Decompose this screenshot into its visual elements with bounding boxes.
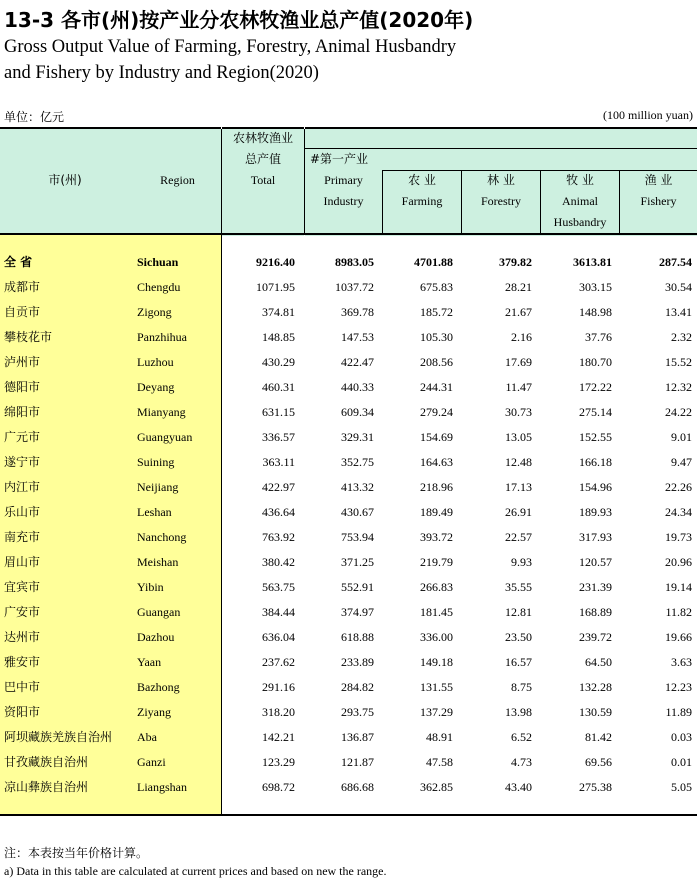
cell-total: 384.44 — [262, 605, 295, 619]
cell-farming: 279.24 — [420, 405, 453, 419]
table-bottom-rule — [0, 814, 697, 816]
cell-primary: 329.31 — [341, 430, 374, 444]
row-region-en: Aba — [137, 730, 157, 744]
cell-total: 460.31 — [262, 380, 295, 394]
cell-farming: 105.30 — [420, 330, 453, 344]
cell-fishery: 20.96 — [665, 555, 692, 569]
cell-animal: 132.28 — [579, 680, 612, 694]
cell-fishery: 22.26 — [665, 480, 692, 494]
row-city-cn: 全 省 — [4, 255, 33, 269]
cell-animal: 37.76 — [585, 330, 612, 344]
row-region-en: Dazhou — [137, 630, 175, 644]
cell-farming: 336.00 — [420, 630, 453, 644]
cell-total: 148.85 — [262, 330, 295, 344]
cell-animal: 148.98 — [579, 305, 612, 319]
cell-farming: 185.72 — [420, 305, 453, 319]
header-primary-group-cn: #第一产业 — [310, 152, 369, 166]
cell-fishery: 12.32 — [665, 380, 692, 394]
cell-fishery: 19.66 — [665, 630, 692, 644]
header-primary-en-1: Primary — [324, 173, 363, 187]
cell-farming: 266.83 — [420, 580, 453, 594]
table-row — [0, 775, 697, 800]
cell-farming: 137.29 — [420, 705, 453, 719]
cell-forestry: 28.21 — [505, 280, 532, 294]
cell-total: 698.72 — [262, 780, 295, 794]
cell-farming: 244.31 — [420, 380, 453, 394]
header-total-cn-1: 农林牧渔业 — [232, 131, 293, 145]
cell-forestry: 35.55 — [505, 580, 532, 594]
row-region-en: Zigong — [137, 305, 172, 319]
cell-fishery: 2.32 — [671, 330, 692, 344]
cell-forestry: 23.50 — [505, 630, 532, 644]
table-row — [0, 425, 697, 450]
row-region-en: Mianyang — [137, 405, 186, 419]
cell-forestry: 22.57 — [505, 530, 532, 544]
header-forestry-cn: 林 业 — [487, 173, 515, 187]
row-city-cn: 成都市 — [4, 280, 41, 294]
cell-animal: 303.15 — [579, 280, 612, 294]
row-city-cn: 南充市 — [4, 530, 41, 544]
row-city-cn: 绵阳市 — [4, 405, 41, 419]
cell-fishery: 287.54 — [659, 255, 692, 269]
table-row — [0, 750, 697, 775]
cell-forestry: 9.93 — [511, 555, 532, 569]
row-city-cn: 攀枝花市 — [4, 330, 53, 344]
cell-forestry: 6.52 — [511, 730, 532, 744]
cell-farming: 47.58 — [426, 755, 453, 769]
cell-farming: 189.49 — [420, 505, 453, 519]
cell-primary: 284.82 — [341, 680, 374, 694]
footnote-cn: 注：本表按当年价格计算。 — [4, 846, 149, 860]
cell-total: 430.29 — [262, 355, 295, 369]
cell-total: 291.16 — [262, 680, 295, 694]
table-row — [0, 700, 697, 725]
cell-primary: 136.87 — [341, 730, 374, 744]
table-row — [0, 650, 697, 675]
cell-animal: 64.50 — [585, 655, 612, 669]
cell-animal: 275.14 — [579, 405, 612, 419]
cell-total: 563.75 — [262, 580, 295, 594]
header-region: Region — [160, 173, 195, 187]
row-region-en: Panzhihua — [137, 330, 187, 344]
cell-primary: 618.88 — [341, 630, 374, 644]
row-city-cn: 内江市 — [4, 480, 41, 494]
cell-farming: 4701.88 — [414, 255, 453, 269]
table-row — [0, 600, 697, 625]
cell-total: 422.97 — [262, 480, 295, 494]
cell-fishery: 11.82 — [665, 605, 692, 619]
cell-animal: 168.89 — [579, 605, 612, 619]
cell-primary: 413.32 — [341, 480, 374, 494]
row-region-en: Ganzi — [137, 755, 166, 769]
cell-fishery: 19.73 — [665, 530, 692, 544]
cell-total: 237.62 — [262, 655, 295, 669]
row-region-en: Yaan — [137, 655, 162, 669]
cell-fishery: 0.03 — [671, 730, 692, 744]
table-row — [0, 300, 697, 325]
cell-fishery: 24.34 — [665, 505, 692, 519]
cell-forestry: 12.48 — [505, 455, 532, 469]
cell-primary: 147.53 — [341, 330, 374, 344]
cell-primary: 1037.72 — [335, 280, 374, 294]
cell-farming: 362.85 — [420, 780, 453, 794]
cell-fishery: 19.14 — [665, 580, 692, 594]
cell-forestry: 26.91 — [505, 505, 532, 519]
cell-animal: 154.96 — [579, 480, 612, 494]
cell-total: 336.57 — [262, 430, 295, 444]
cell-primary: 753.94 — [341, 530, 374, 544]
row-city-cn: 乐山市 — [4, 505, 41, 519]
cell-forestry: 379.82 — [499, 255, 532, 269]
cell-forestry: 17.13 — [505, 480, 532, 494]
row-city-cn: 达州市 — [4, 630, 41, 644]
table-row — [0, 275, 697, 300]
row-city-cn: 广安市 — [4, 605, 41, 619]
row-region-en: Liangshan — [137, 780, 187, 794]
cell-animal: 81.42 — [585, 730, 612, 744]
cell-animal: 3613.81 — [573, 255, 612, 269]
table-row — [0, 525, 697, 550]
table-row — [0, 450, 697, 475]
row-region-en: Guangan — [137, 605, 181, 619]
row-region-en: Deyang — [137, 380, 175, 394]
cell-primary: 293.75 — [341, 705, 374, 719]
cell-primary: 686.68 — [341, 780, 374, 794]
row-city-cn: 泸州市 — [4, 355, 41, 369]
cell-total: 763.92 — [262, 530, 295, 544]
table-row — [0, 500, 697, 525]
header-farming-en: Farming — [401, 194, 443, 208]
cell-fishery: 11.89 — [665, 705, 692, 719]
header-animal-en-2: Husbandry — [553, 215, 607, 229]
cell-total: 1071.95 — [256, 280, 295, 294]
row-city-cn: 广元市 — [4, 430, 41, 444]
cell-animal: 180.70 — [579, 355, 612, 369]
row-city-cn: 甘孜藏族自治州 — [4, 755, 89, 769]
cell-farming: 219.79 — [420, 555, 453, 569]
cell-forestry: 21.67 — [505, 305, 532, 319]
cell-fishery: 30.54 — [665, 280, 692, 294]
cell-total: 9216.40 — [256, 255, 295, 269]
cell-forestry: 2.16 — [511, 330, 532, 344]
cell-animal: 130.59 — [579, 705, 612, 719]
cell-forestry: 8.75 — [511, 680, 532, 694]
row-region-en: Suining — [137, 455, 175, 469]
cell-farming: 164.63 — [420, 455, 453, 469]
cell-farming: 393.72 — [420, 530, 453, 544]
row-region-en: Ziyang — [137, 705, 171, 719]
cell-farming: 675.83 — [420, 280, 453, 294]
cell-total: 142.21 — [262, 730, 295, 744]
cell-primary: 369.78 — [341, 305, 374, 319]
header-total-en: Total — [250, 173, 276, 187]
cell-primary: 233.89 — [341, 655, 374, 669]
cell-primary: 440.33 — [341, 380, 374, 394]
row-city-cn: 眉山市 — [4, 555, 41, 569]
cell-primary: 8983.05 — [335, 255, 374, 269]
header-total-cn-2: 总产值 — [244, 152, 281, 166]
cell-animal: 166.18 — [579, 455, 612, 469]
header-fishery-en: Fishery — [640, 194, 677, 208]
cell-animal: 275.38 — [579, 780, 612, 794]
cell-total: 363.11 — [262, 455, 295, 469]
cell-fishery: 3.63 — [671, 655, 692, 669]
page-title-cn: 13-3 各市(州)按产业分农林牧渔业总产值(2020年) — [4, 8, 474, 32]
cell-primary: 352.75 — [341, 455, 374, 469]
row-region-en: Sichuan — [137, 255, 179, 269]
row-region-en: Meishan — [137, 555, 179, 569]
row-region-en: Bazhong — [137, 680, 180, 694]
header-animal-cn: 牧 业 — [566, 173, 594, 187]
unit-label-cn: 单位：亿元 — [4, 110, 65, 124]
cell-animal: 189.93 — [579, 505, 612, 519]
cell-fishery: 0.01 — [671, 755, 692, 769]
cell-animal: 231.39 — [579, 580, 612, 594]
table-row — [0, 625, 697, 650]
unit-label-en: (100 million yuan) — [603, 108, 693, 122]
cell-animal: 239.72 — [579, 630, 612, 644]
header-city-cn: 市(州) — [48, 173, 82, 187]
table-row — [0, 550, 697, 575]
cell-animal: 317.93 — [579, 530, 612, 544]
cell-forestry: 16.57 — [505, 655, 532, 669]
cell-farming: 181.45 — [420, 605, 453, 619]
table-row — [0, 400, 697, 425]
cell-total: 318.20 — [262, 705, 295, 719]
header-forestry-en: Forestry — [481, 194, 521, 208]
cell-fishery: 24.22 — [665, 405, 692, 419]
cell-primary: 121.87 — [341, 755, 374, 769]
row-region-en: Guangyuan — [137, 430, 193, 444]
cell-fishery: 12.23 — [665, 680, 692, 694]
cell-farming: 48.91 — [426, 730, 453, 744]
cell-fishery: 13.41 — [665, 305, 692, 319]
cell-forestry: 13.98 — [505, 705, 532, 719]
cell-primary: 422.47 — [341, 355, 374, 369]
cell-forestry: 4.73 — [511, 755, 532, 769]
cell-fishery: 9.01 — [671, 430, 692, 444]
cell-primary: 552.91 — [341, 580, 374, 594]
cell-forestry: 13.05 — [505, 430, 532, 444]
row-city-cn: 遂宁市 — [4, 455, 41, 469]
row-city-cn: 阿坝藏族羌族自治州 — [4, 730, 113, 744]
row-region-en: Chengdu — [137, 280, 181, 294]
cell-primary: 374.97 — [341, 605, 374, 619]
cell-animal: 120.57 — [579, 555, 612, 569]
cell-total: 631.15 — [262, 405, 295, 419]
row-city-cn: 德阳市 — [4, 380, 41, 394]
row-city-cn: 凉山彝族自治州 — [4, 780, 89, 794]
cell-primary: 371.25 — [341, 555, 374, 569]
table-row — [0, 475, 697, 500]
cell-animal: 69.56 — [585, 755, 612, 769]
table-row — [0, 675, 697, 700]
row-city-cn: 自贡市 — [4, 305, 41, 319]
cell-farming: 131.55 — [420, 680, 453, 694]
cell-primary: 430.67 — [341, 505, 374, 519]
cell-farming: 218.96 — [420, 480, 453, 494]
cell-forestry: 12.81 — [505, 605, 532, 619]
cell-total: 123.29 — [262, 755, 295, 769]
cell-animal: 172.22 — [579, 380, 612, 394]
cell-total: 636.04 — [262, 630, 295, 644]
row-city-cn: 资阳市 — [4, 705, 41, 719]
row-city-cn: 巴中市 — [4, 680, 41, 694]
cell-forestry: 30.73 — [505, 405, 532, 419]
cell-total: 374.81 — [262, 305, 295, 319]
page-title-en-line1: Gross Output Value of Farming, Forestry, Animal Husbandry — [4, 37, 457, 57]
row-region-en: Leshan — [137, 505, 172, 519]
table-row — [0, 250, 697, 275]
table-row — [0, 725, 697, 750]
row-region-en: Nanchong — [137, 530, 187, 544]
table-row — [0, 350, 697, 375]
row-city-cn: 宜宾市 — [4, 580, 41, 594]
cell-total: 436.64 — [262, 505, 295, 519]
cell-forestry: 43.40 — [505, 780, 532, 794]
cell-forestry: 11.47 — [505, 380, 532, 394]
cell-fishery: 5.05 — [671, 780, 692, 794]
table-row — [0, 325, 697, 350]
table-row — [0, 375, 697, 400]
row-region-en: Yibin — [137, 580, 164, 594]
cell-fishery: 9.47 — [671, 455, 692, 469]
cell-total: 380.42 — [262, 555, 295, 569]
cell-forestry: 17.69 — [505, 355, 532, 369]
footnote-en: a) Data in this table are calculated at current prices and based on new the range. — [4, 864, 387, 878]
row-region-en: Neijiang — [137, 480, 179, 494]
cell-farming: 208.56 — [420, 355, 453, 369]
cell-farming: 149.18 — [420, 655, 453, 669]
header-primary-en-2: Industry — [323, 194, 364, 208]
row-city-cn: 雅安市 — [4, 655, 41, 669]
header-fishery-cn: 渔 业 — [644, 173, 673, 187]
page-title-en-line2: and Fishery by Industry and Region(2020) — [4, 63, 319, 83]
cell-farming: 154.69 — [420, 430, 453, 444]
header-animal-en-1: Animal — [562, 194, 598, 208]
header-farming-cn: 农 业 — [408, 173, 436, 187]
cell-fishery: 15.52 — [665, 355, 692, 369]
row-region-en: Luzhou — [137, 355, 174, 369]
cell-animal: 152.55 — [579, 430, 612, 444]
table-row — [0, 575, 697, 600]
cell-primary: 609.34 — [341, 405, 374, 419]
